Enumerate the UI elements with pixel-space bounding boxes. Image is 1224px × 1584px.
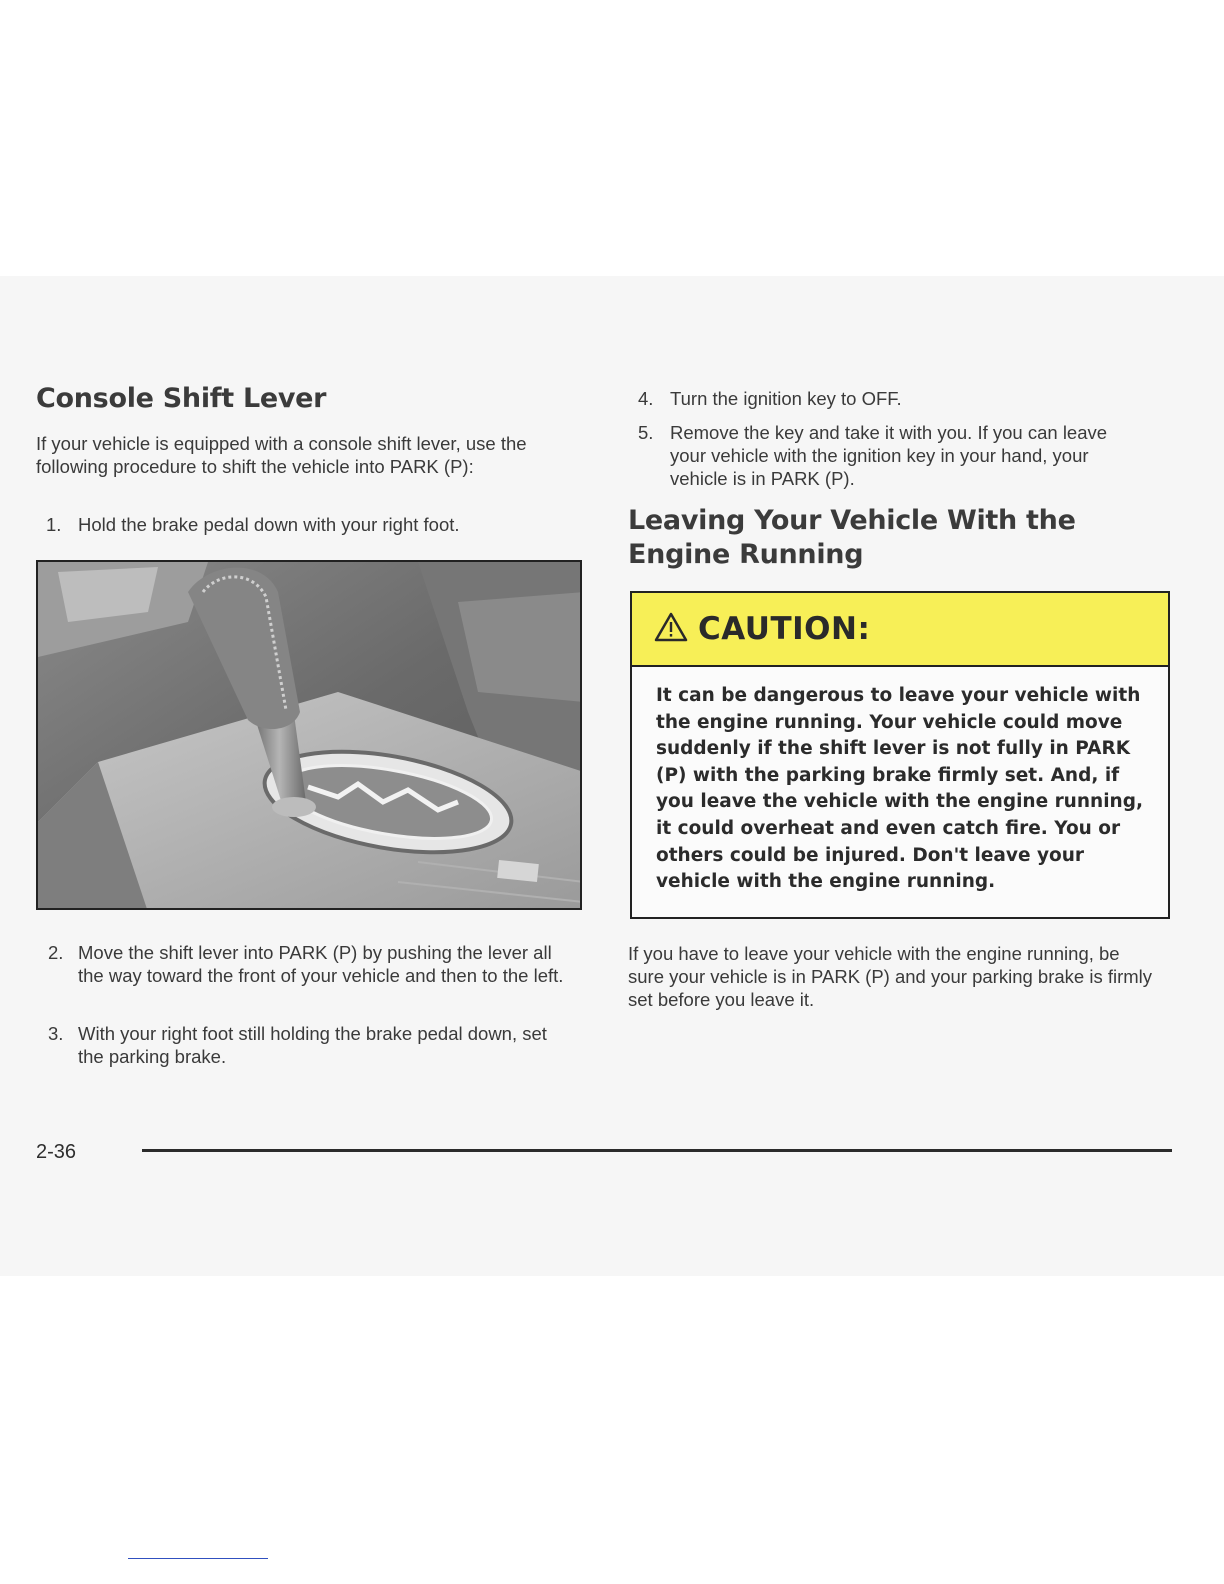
step-number: 5. [638, 422, 654, 443]
step-4 [628, 387, 1168, 410]
step-text: Turn the ignition key to OFF. [670, 388, 902, 409]
intro-paragraph: If your vehicle is equipped with a console shift lever, use the following procedure to shift the vehicle into PARK (P): [36, 433, 527, 477]
caution-box [630, 591, 1170, 919]
caution-header [632, 593, 1168, 667]
closing-paragraph: If you have to leave your vehicle with the engine running, be sure your vehicle is in PARK (P) and your parking brake is firmly set before you leave it. [628, 943, 1153, 1010]
step-text: Remove the key and take it with you. If you can leave your vehicle with the ignition key in your hand, your vehicle is in PARK (P). [670, 422, 1108, 489]
shift-lever-photo [36, 560, 582, 910]
caution-text: It can be dangerous to leave your vehicle with the engine running. Your vehicle could move suddenly if the shift lever is not fully in PARK (P) with the parking brake firmly set. And, if you leave the vehicle with the engine running, it could overheat and even catch fire. You or others could be injured. Don't leave your vehicle with the engine running. [656, 685, 1143, 893]
section-title-console-shift-lever: Console Shift Lever [36, 383, 327, 414]
step-5 [628, 421, 1138, 490]
step-number: 1. [46, 514, 62, 535]
step-text: Move the shift lever into PARK (P) by pushing the lever all the way toward the front of your vehicle and then to the left. [78, 942, 564, 986]
step-2 [36, 941, 571, 987]
section-title-leaving-vehicle: Leaving Your Vehicle With the Engine Running [628, 505, 1076, 570]
step-number: 4. [638, 388, 654, 409]
caution-label: CAUTION: [698, 611, 871, 647]
footer-divider [142, 1149, 1172, 1152]
step-3 [36, 1022, 571, 1068]
underline-mark [128, 1558, 268, 1559]
page-number: 2-36 [36, 1141, 77, 1163]
step-text: Hold the brake pedal down with your right foot. [78, 514, 460, 535]
step-number: 2. [48, 942, 64, 963]
step-text: With your right foot still holding the brake pedal down, set the parking brake. [78, 1023, 547, 1067]
step-number: 3. [48, 1023, 64, 1044]
step-1 [36, 513, 566, 536]
warning-triangle-icon [654, 612, 688, 647]
